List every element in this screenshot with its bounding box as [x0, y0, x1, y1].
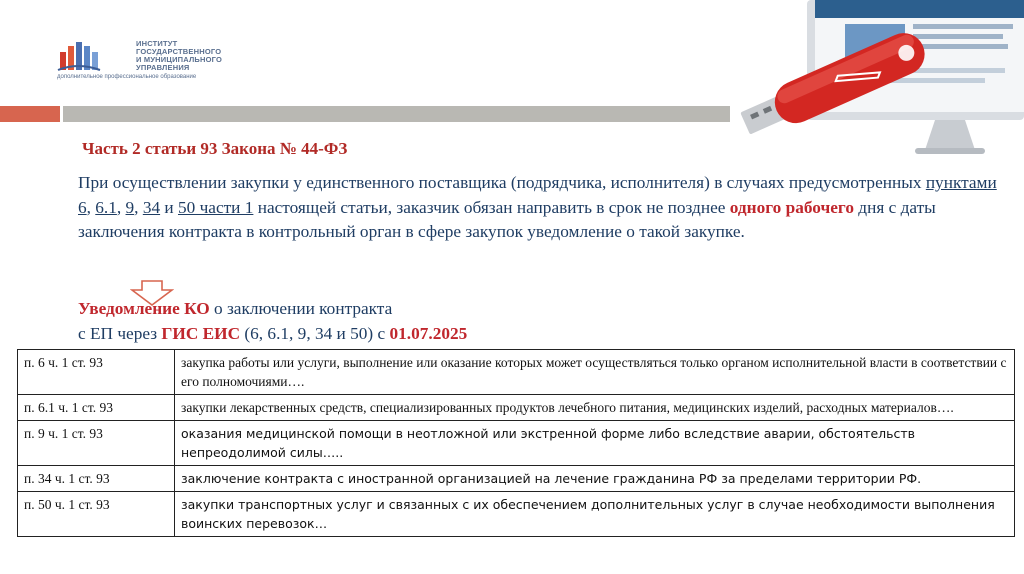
law-link[interactable]: 6.1 [95, 197, 117, 217]
deadline-highlight: одного рабочего [729, 197, 854, 217]
table-cell-ref: п. 34 ч. 1 ст. 93 [18, 466, 175, 492]
notice-date: 01.07.2025 [389, 323, 468, 343]
notice-line-1 [78, 297, 778, 322]
accent-bar-grey [63, 106, 730, 122]
notice-text: с ЕП через [78, 323, 162, 343]
usb-token-monitor-illustration [735, 0, 1024, 160]
notice-text: о заключении контракта [209, 299, 393, 318]
notice-line-2 [78, 322, 778, 347]
logo-line: И МУНИЦИПАЛЬНОГО [136, 55, 223, 64]
table-row [18, 492, 1015, 537]
logo-mark-icon [56, 38, 128, 72]
table-cell-desc: закупки лекарственных средств, специализированных продуктов лечебного питания, медицинских изделий, расходных материалов…. [175, 395, 1015, 421]
table-cell-desc: заключение контракта с иностранной организацией на лечение гражданина РФ за пределами территории РФ. [175, 466, 1015, 492]
law-link[interactable]: пунктами 6 [78, 173, 997, 217]
paragraph-text: дня с даты заключения контракта в контрольный орган в сфере закупок уведомление о такой закупке. [78, 197, 936, 241]
table-cell-desc: закупка работы или услуги, выполнение или оказание которых может осуществляться только органом исполнительной власти в соответствии с его полномочиями…. [175, 350, 1015, 395]
main-paragraph [78, 171, 998, 245]
notice-block [78, 297, 778, 346]
table-cell-ref: п. 9 ч. 1 ст. 93 [18, 421, 175, 466]
law-link[interactable]: 9 [125, 197, 135, 217]
cases-table [17, 349, 1015, 537]
table-row [18, 466, 1015, 492]
logo-line: УПРАВЛЕНИЯ [136, 63, 190, 72]
separator-text: , [86, 197, 96, 217]
law-link[interactable]: 34 [142, 197, 161, 217]
table-row [18, 350, 1015, 395]
separator-text: , [134, 197, 143, 217]
table-cell-desc: оказания медицинской помощи в неотложной или экстренной форме либо вследствие аварии, обстоятельств непреодолимой силы….. [175, 421, 1015, 466]
law-link[interactable]: 50 части 1 [177, 197, 254, 217]
accent-bar-red [0, 106, 60, 122]
table-row [18, 395, 1015, 421]
table-cell-ref: п. 6 ч. 1 ст. 93 [18, 350, 175, 395]
page-title: Часть 2 статьи 93 Закона № 44-ФЗ [82, 139, 348, 158]
paragraph-text: настоящей статьи, заказчик обязан направить в срок не позднее [253, 197, 730, 217]
separator-text: , [116, 197, 126, 217]
institute-logo [56, 36, 256, 88]
separator-text: и [160, 197, 178, 217]
paragraph-text: При осуществлении закупки у единственного поставщика (подрядчика, исполнителя) в случаях предусмотренных [78, 173, 926, 192]
notice-text: (6, 6.1, 9, 34 и 50) с [240, 323, 390, 343]
logo-line: ИНСТИТУТ [136, 39, 178, 48]
table-cell-ref: п. 6.1 ч. 1 ст. 93 [18, 395, 175, 421]
notice-highlight: ГИС ЕИС [161, 323, 241, 343]
logo-line: ГОСУДАРСТВЕННОГО [136, 47, 222, 56]
table-row [18, 421, 1015, 466]
logo-subtitle: дополнительное профессиональное образование [57, 74, 197, 80]
notice-highlight: Уведомление КО [78, 299, 210, 318]
table-cell-ref: п. 50 ч. 1 ст. 93 [18, 492, 175, 537]
table-cell-desc: закупки транспортных услуг и связанных с их обеспечением дополнительных услуг в случае необходимости выполнения воинских перевозок… [175, 492, 1015, 537]
logo-text [136, 40, 222, 72]
